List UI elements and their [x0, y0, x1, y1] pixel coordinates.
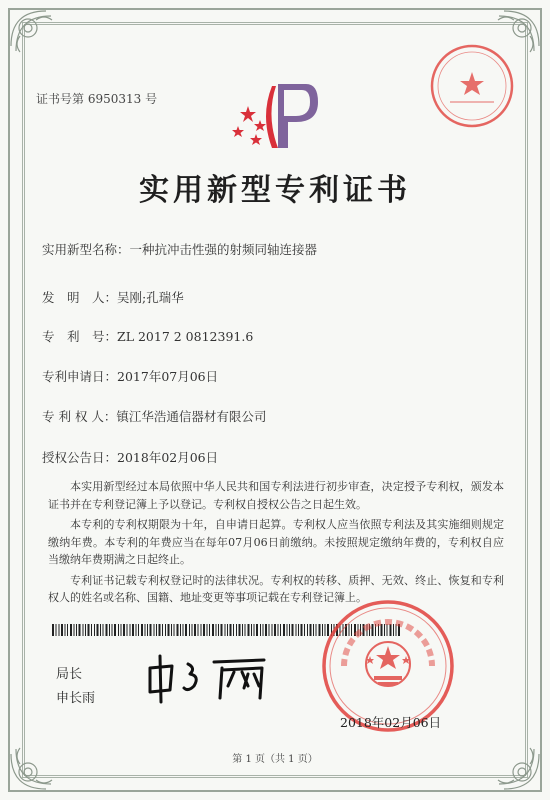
- inventor-value: 吴刚;孔瑞华: [117, 290, 184, 305]
- patent-office-logo-icon: [226, 76, 322, 152]
- signoff-date: 2018年02月06日: [340, 715, 442, 730]
- patentee-value: 镇江华浩通信器材有限公司: [116, 409, 267, 424]
- page-number: 第 1 页（共 1 页）: [232, 754, 318, 765]
- body-paragraph: 本专利的专利权期限为十年，自申请日起算。专利权人应当依照专利法及其实施细则规定缴纳年费。本专利的年费应当在每年07月06日前缴纳。未按照规定缴纳年费的，专利权自应当缴纳年费期满之日起终止。: [48, 518, 504, 566]
- grant-date-value: 2018年02月06日: [117, 450, 219, 465]
- inventor-row: [42, 288, 184, 306]
- grant-date-row: [42, 448, 218, 466]
- filing-date-value: 2017年07月06日: [117, 369, 219, 384]
- certificate-number-value: 6950313: [87, 92, 142, 106]
- corner-ornament-icon: [6, 6, 76, 76]
- director-name: 申长雨: [56, 691, 96, 706]
- certificate-number-suffix: 号: [145, 92, 158, 106]
- body-paragraph: 专利证书记载专利权登记时的法律状况。专利权的转移、质押、无效、终止、恢复和专利权人的姓名或名称、国籍、地址变更等事项记载在专利登记簿上。: [48, 573, 504, 604]
- patent-number-row: [42, 327, 253, 345]
- filing-date-row: [42, 367, 218, 385]
- certificate-number: [36, 90, 157, 107]
- utility-model-name-value: 一种抗冲击性强的射频同轴连接器: [129, 242, 318, 257]
- patent-number-label: 专 利 号：: [42, 329, 118, 344]
- director-title: 局长: [56, 667, 83, 682]
- inventor-label: 发 明 人：: [42, 290, 118, 305]
- body-paragraph: 本实用新型经过本局依照中华人民共和国专利法进行初步审查，决定授予专利权，颁发本证书并在专利登记簿上予以登记。专利权自授权公告之日起生效。: [48, 480, 504, 511]
- patent-number-value: ZL 2017 2 0812391.6: [117, 329, 254, 344]
- small-official-seal-icon: [428, 42, 516, 130]
- handwritten-signature-icon: [142, 652, 278, 704]
- utility-model-name-row: [42, 240, 317, 258]
- certificate-number-label: 证书号第: [36, 92, 85, 106]
- patentee-row: [42, 407, 266, 425]
- certificate-body: [48, 478, 504, 610]
- grant-date-label: 授权公告日：: [42, 450, 118, 465]
- patentee-label: 专 利 权 人：: [42, 409, 117, 424]
- filing-date-label: 专利申请日：: [42, 369, 118, 384]
- utility-model-name-label: 实用新型名称：: [42, 242, 130, 257]
- certificate-title: 实用新型专利证书: [139, 173, 411, 208]
